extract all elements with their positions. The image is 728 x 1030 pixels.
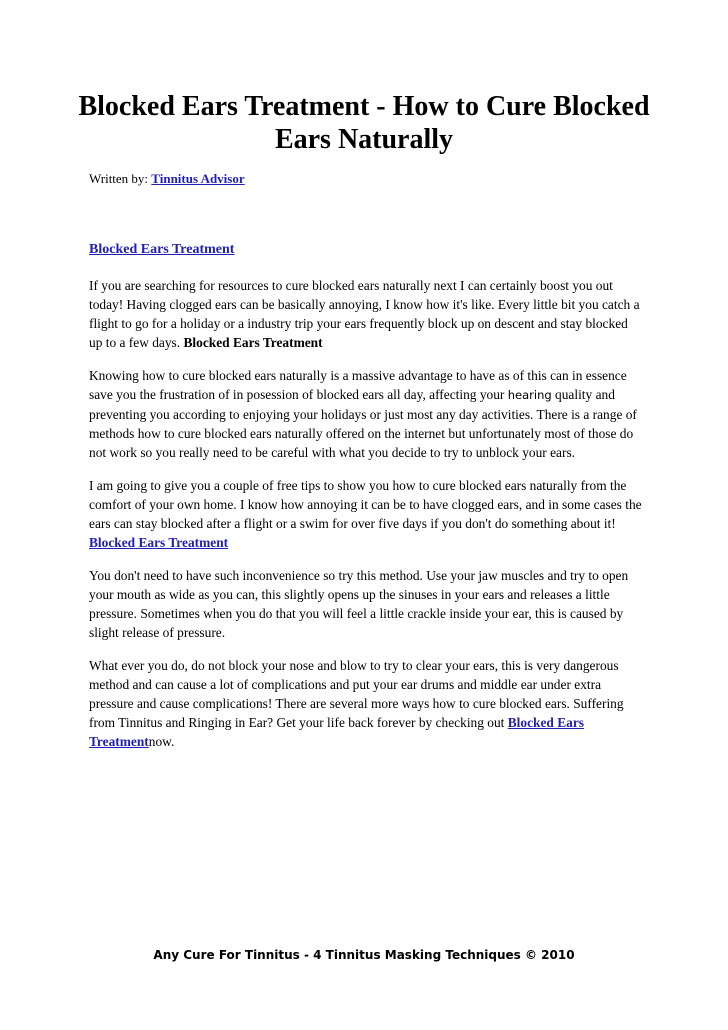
paragraph-2-text-b: quality and preventing you according to enjoying your holidays or just most any day activities. There is a range of methods how to cure blocked ears naturally offered on the internet but unfortunately most of those do not work so you really need to be careful with what you decide to try to unblock your ears. xyxy=(89,387,637,460)
page-title: Blocked Ears Treatment - How to Cure Blocked Ears Naturally xyxy=(78,91,650,155)
paragraph-1-text: If you are searching for resources to cure blocked ears naturally next I can certainly boost you out today! Having clogged ears can be basically annoying, I know how it's like. Every little bit you catch a flight to go for a holiday or a industry trip your ears frequently block up on descent and stay blocked up to a few days. xyxy=(89,278,640,350)
paragraph-5-link[interactable]: Blocked Ears Treatment xyxy=(89,715,585,749)
page-footer: Any Cure For Tinnitus - 4 Tinnitus Masking Techniques © 2010 xyxy=(153,948,575,962)
paragraph-3-link[interactable]: Blocked Ears Treatment xyxy=(89,535,229,550)
paragraph-3 xyxy=(89,476,644,552)
author-link[interactable]: Tinnitus Advisor xyxy=(151,171,245,186)
paragraph-4 xyxy=(89,566,644,642)
paragraph-5-suffix: now. xyxy=(148,734,175,749)
section-heading xyxy=(89,241,234,259)
paragraph-4-text: You don't need to have such inconvenience so try this method. Use your jaw muscles and try to open your mouth as wide as you can, this slightly opens up the sinuses in your ears and releases a little pressure. Sometimes when you do that you will feel a little crackle inside your ear, this is caused by slight release of pressure. xyxy=(89,568,629,640)
paragraph-5 xyxy=(89,656,644,751)
paragraph-2 xyxy=(89,366,644,462)
paragraph-1 xyxy=(89,276,644,352)
paragraph-5-text: What ever you do, do not block your nose and blow to try to clear your ears, this is very dangerous method and can cause a lot of complications and put your ear drums and middle ear under extra pressure and cause complications! There are several more ways how to cure blocked ears. Suffering from Tinnitus and Ringing in Ear? Get your life back forever by checking out xyxy=(89,658,624,730)
article-body xyxy=(89,276,644,765)
byline xyxy=(89,170,245,187)
paragraph-2-sans-word: hearing xyxy=(507,388,552,402)
paragraph-3-text: I am going to give you a couple of free tips to show you how to cure blocked ears naturally from the comfort of your own home. I know how annoying it can be to have clogged ears, and in some cases the ears can stay blocked after a flight or a swim for over five days if you don't do something about it! xyxy=(89,478,642,531)
byline-prefix: Written by: xyxy=(89,171,149,186)
paragraph-2-text-a: Knowing how to cure blocked ears naturally is a massive advantage to have as of this can in essence save you the frustration of in posession of blocked ears all day, affecting your xyxy=(89,368,627,402)
paragraph-1-bold-keyword: Blocked Ears Treatment xyxy=(183,335,323,350)
section-heading-link[interactable]: Blocked Ears Treatment xyxy=(89,242,235,257)
